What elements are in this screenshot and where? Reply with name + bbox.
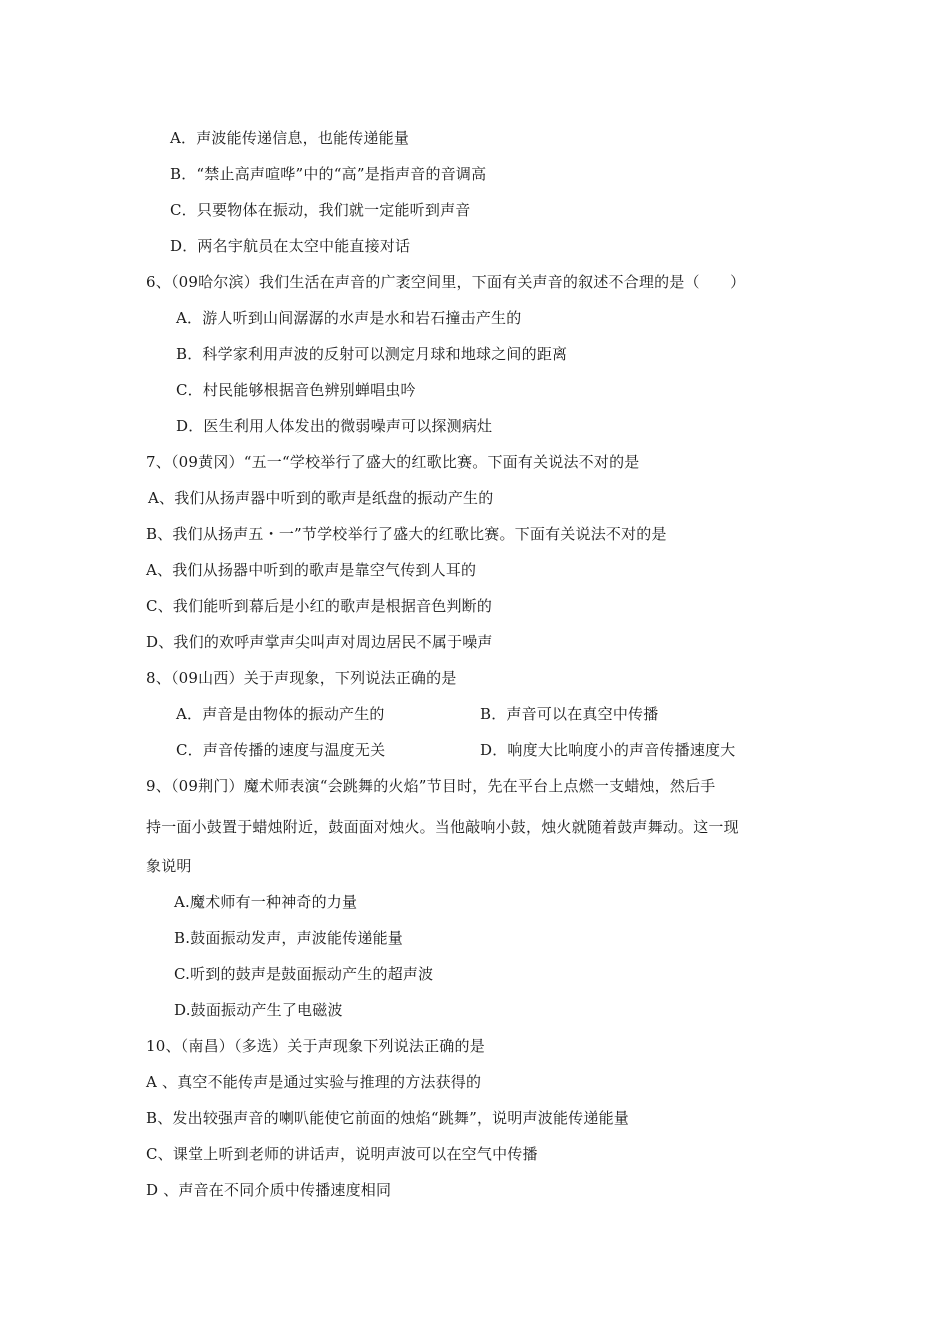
q8-option-a: A．声音是由物体的振动产生的 [176, 705, 385, 723]
q5-option-d: D．两名宇航员在太空中能直接对话 [170, 237, 411, 255]
q8-option-d: D．响度大比响度小的声音传播速度大 [480, 741, 736, 759]
q8-option-c: C．声音传播的速度与温度无关 [176, 741, 386, 759]
q9-stem-line2: 持一面小鼓置于蜡烛附近，鼓面面对烛火。当他敲响小鼓，烛火就随着鼓声舞动。这一现 [146, 818, 739, 836]
q6-option-d: D．医生利用人体发出的微弱噪声可以探测病灶 [176, 417, 493, 435]
q9-option-c: C.听到的鼓声是鼓面振动产生的超声波 [174, 965, 434, 983]
q9-option-d: D.鼓面振动产生了电磁波 [174, 1001, 343, 1019]
q7-option-d: D、我们的欢呼声掌声尖叫声对周边居民不属于噪声 [146, 633, 493, 651]
q10-stem: 10、（南昌）（多选）关于声现象下列说法正确的是 [146, 1037, 485, 1055]
q9-stem-line3: 象说明 [146, 857, 192, 875]
q5-option-a: A．声波能传递信息，也能传递能量 [170, 129, 410, 147]
q7-option-b: B、我们从扬声五・一”节学校举行了盛大的红歌比赛。下面有关说法不对的是 [146, 525, 667, 543]
q10-option-c: C、课堂上听到老师的讲话声，说明声波可以在空气中传播 [146, 1145, 538, 1163]
q7-option-a2: A、我们从扬器中听到的歌声是靠空气传到人耳的 [146, 561, 477, 579]
q8-option-b: B．声音可以在真空中传播 [480, 705, 659, 723]
q9-option-b: B.鼓面振动发声，声波能传递能量 [174, 929, 403, 947]
q7-option-c: C、我们能听到幕后是小红的歌声是根据音色判断的 [146, 597, 493, 615]
q7-stem: 7、（09黄冈）“五一“学校举行了盛大的红歌比赛。下面有关说法不对的是 [146, 453, 640, 471]
q9-stem-line1: 9、（09荆门）魔术师表演“会跳舞的火焰”节目时，先在平台上点燃一支蜡烛，然后手 [146, 777, 716, 795]
q10-option-d: D 、声音在不同介质中传播速度相同 [146, 1181, 392, 1199]
q10-option-b: B、发出较强声音的喇叭能使它前面的烛焰“跳舞”，说明声波能传递能量 [146, 1109, 629, 1127]
q9-option-a: A.魔术师有一种神奇的力量 [174, 893, 358, 911]
q6-option-c: C．村民能够根据音色辨别蝉唱虫吟 [176, 381, 416, 399]
q5-option-b: B．“禁止高声喧哗”中的“高”是指声音的音调高 [170, 165, 487, 183]
q10-option-a: A 、真空不能传声是通过实验与推理的方法获得的 [146, 1073, 482, 1091]
q8-stem: 8、（09山西）关于声现象，下列说法正确的是 [146, 669, 457, 687]
q6-option-b: B．科学家利用声波的反射可以测定月球和地球之间的距离 [176, 345, 568, 363]
q6-option-a: A．游人听到山间潺潺的水声是水和岩石撞击产生的 [176, 309, 522, 327]
q5-option-c: C．只要物体在振动，我们就一定能听到声音 [170, 201, 471, 219]
q6-stem: 6、（09哈尔滨）我们生活在声音的广袤空间里，下面有关声音的叙述不合理的是（ ） [146, 273, 746, 291]
q7-option-a1: A、我们从扬声器中听到的歌声是纸盘的振动产生的 [148, 489, 494, 507]
